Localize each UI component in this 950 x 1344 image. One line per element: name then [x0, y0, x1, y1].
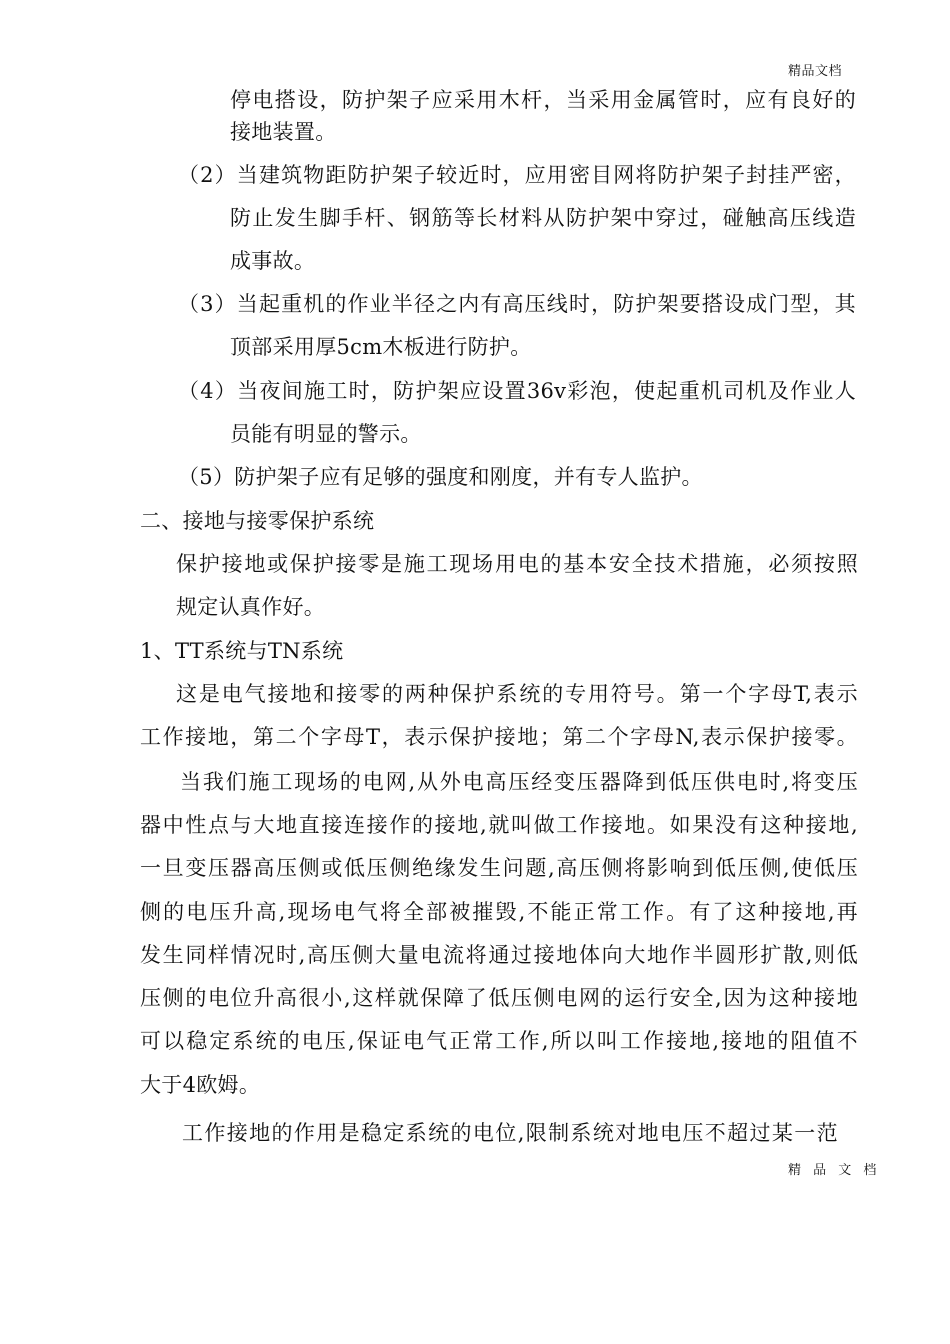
list-item-5: （5）防护架子应有足够的强度和刚度，并有专人监护。 [178, 465, 703, 489]
paragraph-line: 规定认真作好。 [176, 595, 326, 619]
text-line: 防止发生脚手杆、钢筋等长材料从防护架中穿过，碰触高压线造 [230, 206, 856, 230]
paragraph-line: 工作接地的作用是稳定系统的电位,限制系统对地电压不超过某一范 [182, 1121, 838, 1145]
paragraph-line: 大于4欧姆。 [140, 1073, 261, 1097]
list-item-2: （2）当建筑物距防护架子较近时，应用密目网将防护架子封挂严密， [178, 163, 856, 187]
paragraph-line: 当我们施工现场的电网,从外电高压经变压器降到低压供电时,将变压 [180, 770, 858, 794]
text-line: 顶部采用厚5cm木板进行防护。 [230, 335, 532, 359]
paragraph-line: 发生同样情况时,高压侧大量电流将通过接地体向大地作半圆形扩散,则低 [140, 943, 858, 967]
text-line: 停电搭设，防护架子应采用木杆，当采用金属管时，应有良好的 [230, 88, 856, 112]
paragraph-line: 侧的电压升高,现场电气将全部被摧毁,不能正常工作。有了这种接地,再 [140, 900, 858, 924]
paragraph-line: 保护接地或保护接零是施工现场用电的基本安全技术措施，必须按照 [176, 552, 858, 576]
paragraph-line: 工作接地，第二个字母T，表示保护接地；第二个字母N,表示保护接零。 [140, 725, 858, 749]
subsection-heading: 1、TT系统与TN系统 [140, 639, 344, 663]
list-item-3: （3）当起重机的作业半径之内有高压线时，防护架要搭设成门型，其 [178, 292, 856, 316]
page-header: 精品文档 [788, 64, 843, 79]
paragraph-line: 压侧的电位升高很小,这样就保障了低压侧电网的运行安全,因为这种接地 [140, 986, 858, 1010]
list-item-4: （4）当夜间施工时，防护架应设置36v彩泡，使起重机司机及作业人 [178, 379, 856, 403]
text-line: 接地装置。 [230, 120, 337, 144]
paragraph-line: 这是电气接地和接零的两种保护系统的专用符号。第一个字母T,表示 [176, 682, 858, 706]
paragraph-line: 一旦变压器高压侧或低压侧绝缘发生问题,高压侧将影响到低压侧,使低压 [140, 856, 858, 880]
paragraph-line: 可以稳定系统的电压,保证电气正常工作,所以叫工作接地,接地的阻值不 [140, 1029, 858, 1053]
text-line: 员能有明显的警示。 [230, 422, 422, 446]
text-line: 成事故。 [230, 249, 316, 273]
page-footer: 精 品 文 档 [788, 1163, 881, 1178]
paragraph-line: 器中性点与大地直接连接作的接地,就叫做工作接地。如果没有这种接地, [140, 813, 858, 837]
section-heading: 二、接地与接零保护系统 [140, 509, 375, 533]
